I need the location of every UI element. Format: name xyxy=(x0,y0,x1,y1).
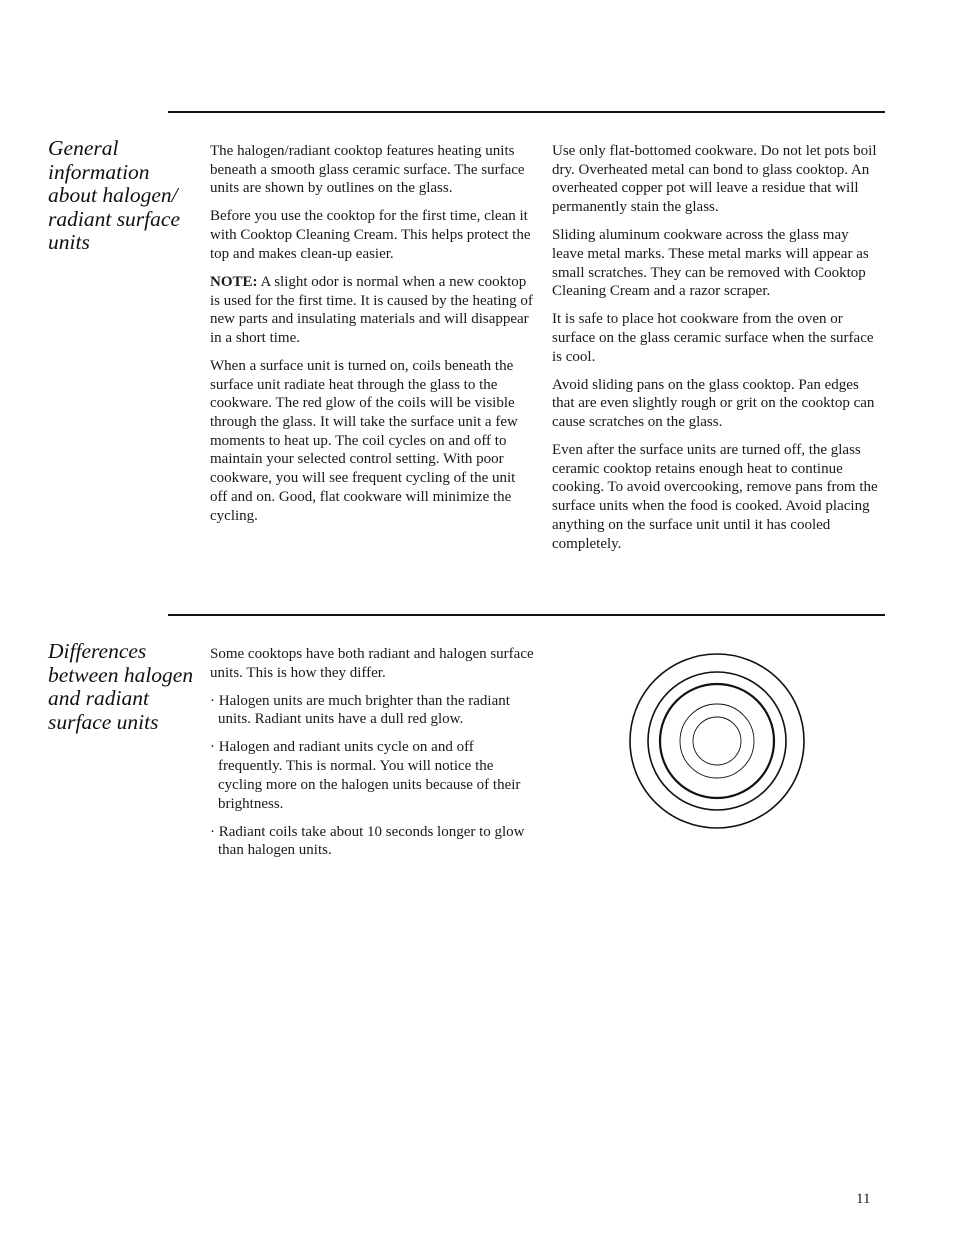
surface-unit-diagram xyxy=(625,648,809,834)
section-divider xyxy=(168,111,885,113)
general-right-column xyxy=(552,142,882,563)
inner-ring xyxy=(680,704,754,778)
paragraph: The halogen/radiant cooktop features heating units beneath a smooth glass ceramic surface. The surface units are shown by outlines on the glass. xyxy=(210,143,525,197)
section-divider xyxy=(168,614,885,616)
paragraph: Use only flat-bottomed cookware. Do not let pots boil dry. Overheated metal can bond to glass cooktop. An overheated copper pot will leave a residue that will permanently stain the glass. xyxy=(552,143,877,216)
note-label: NOTE: xyxy=(210,273,258,290)
bullet-item: · Halogen and radiant units cycle on and off frequently. This is normal. You will notice the cycling more on the halogen units because of their brightness. xyxy=(210,739,521,812)
paragraph: It is safe to place hot cookware from the oven or surface on the glass ceramic surface when the surface is cool. xyxy=(552,311,874,365)
paragraph: Before you use the cooktop for the first time, clean it with Cooktop Cleaning Cream. This helps protect the top and makes clean-up easier. xyxy=(210,208,531,262)
outer-middle-ring xyxy=(648,672,786,810)
bullet-item: · Radiant coils take about 10 seconds longer to glow than halogen units. xyxy=(210,823,525,859)
paragraph: Sliding aluminum cookware across the glass may leave metal marks. These metal marks will appear as small scratches. They can be removed with Cooktop Cleaning Cream and a razor scraper. xyxy=(552,227,869,300)
section-heading-differences: Differences between halogen and radiant surface units xyxy=(48,639,194,734)
paragraph: When a surface unit is turned on, coils beneath the surface unit radiate heat through the glass to the cookware. The red glow of the coils will be visible through the glass. It will take the surface unit a few moments to heat up. The coil cycles on and off to maintain your selected control setting. With poor cookware, you will see frequent cycling of the unit off and on. Good, flat cookware will minimize the cycling. xyxy=(210,357,518,524)
section-heading-general: General information about halogen/ radiant surface units xyxy=(48,136,180,254)
note-paragraph xyxy=(210,273,536,348)
paragraph: Even after the surface units are turned off, the glass ceramic cooktop retains enough heat to continue cooking. To avoid overcooking, remove pans from the surface units when the food is cooked. Avoid placing anything on the surface unit until it has cooled completely. xyxy=(552,442,878,552)
note-text: A slight odor is normal when a new cooktop is used for the first time. It is caused by the heating of new parts and insulating materials and will disappear in a short time. xyxy=(210,273,533,346)
center-ring xyxy=(693,717,741,765)
differences-column xyxy=(210,645,536,869)
page-number: 11 xyxy=(856,1191,871,1207)
outer-ring xyxy=(630,654,804,828)
general-left-column xyxy=(210,142,536,535)
bullet-item: · Halogen units are much brighter than the radiant units. Radiant units have a dull red glow. xyxy=(210,692,510,728)
paragraph: Avoid sliding pans on the glass cooktop. Pan edges that are even slightly rough or grit on the cooktop can cause scratches on the glass. xyxy=(552,376,875,431)
middle-ring xyxy=(660,684,774,798)
intro-paragraph: Some cooktops have both radiant and halogen surface units. This is how they differ. xyxy=(210,646,534,681)
